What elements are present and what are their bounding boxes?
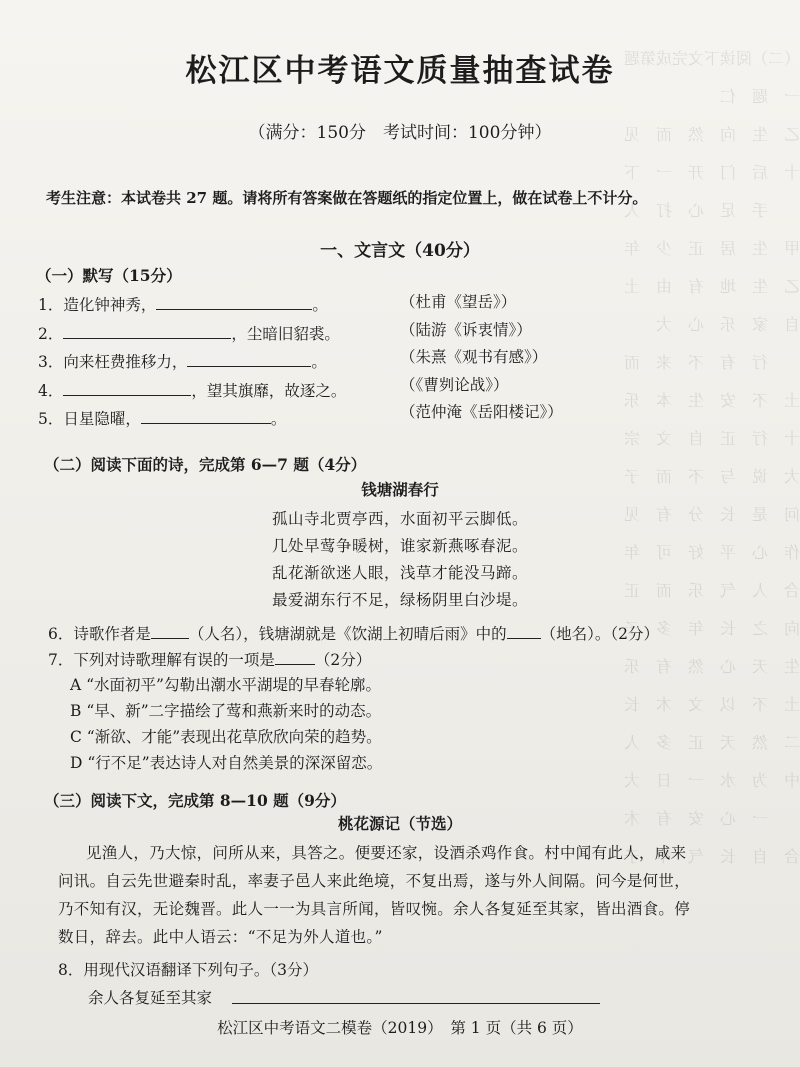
option-b: B “早、新”二字描绘了莺和燕新来时的动态。 [70,702,382,720]
recite-item-4 [38,379,346,401]
item-prefix: 日星隐曜， [63,410,141,428]
prose-line: 问讯。自云先世避秦时乱，率妻子邑人来此绝境，不复出焉，遂与外人间隔。问今是何世， [58,872,691,890]
question-text: 7．下列对诗歌理解有误的一项是 [48,651,275,669]
bleed-through-texture: （二）阅读下文完成第题 一 题 仁 乙 生 向 然 而 见 十 后 门 开 一 下 手 足 心 打 人 甲 生 居 正 少 年 乙 生 地 有 由 土 自 家 乐 心 大 行 有 不 来 而 土 不 安 生 本 乐 十 行 正 自 文 宗 大 说 与 不 而 子 问 是 长 分 有 见 作 心 平 好 可 年 合 人 气 乐 而 正 向 之 长 年 多 子 生 天 心 然 有 乐 土 不 以 文 木 长 二 然 天 正 多 人 中 为 水 一 日 大 一 心 安 有 木 合 自 长 气 年 子 [623,49,800,866]
recite-item-1 [38,293,328,315]
option-c: C “渐欲、才能”表现出花草欣欣向荣的趋势。 [70,728,382,746]
question-6 [48,622,659,644]
poem-line: 孤山寺北贾亭西，水面初平云脚低。 [272,510,529,528]
answer-blank[interactable] [156,295,312,310]
item-suffix: 。 [312,296,328,314]
poem-line: 几处早莺争暖树，谁家新燕啄春泥。 [272,537,529,555]
source-citation: （杜甫《望岳》） [400,293,517,311]
source-citation: （《曹刿论战》） [400,376,509,394]
question-text: （人名），钱塘湖就是《饮湖上初晴后雨》中的 [188,625,507,643]
answer-blank[interactable] [151,624,189,639]
prose-title: 桃花源记（节选） [337,814,462,833]
recite-item-3 [38,350,327,372]
recite-item-5 [38,407,286,429]
page-footer: 松江区中考语文二模卷（2019） 第 1 页（共 6 页） [217,1019,583,1037]
source-citation: （陆游《诉衷情》） [400,321,532,339]
part3-heading: （三）阅读下文，完成第 8—10 题（9分） [44,791,346,810]
poem-line: 乱花渐欲迷人眼，浅草才能没马蹄。 [272,564,529,582]
item-number: 4． [38,382,64,400]
question-text: （地名）。（2分） [540,625,660,643]
recite-item-2 [38,322,340,344]
poem-line: 最爱湖东行不足，绿杨阴里白沙堤。 [272,591,529,609]
item-suffix: 。 [270,410,287,428]
answer-blank[interactable] [275,650,315,665]
item-prefix: 向来枉费推移力， [63,353,188,371]
exam-title: 松江区中考语文质量抽查试卷 [185,53,615,89]
source-citation: （朱熹《观书有感》） [400,348,548,366]
question-8: 8．用现代汉语翻译下列句子。（3分） [58,961,318,979]
prose-line: 数日，辞去。此中人语云：“不足为外人道也。” [58,928,383,946]
answer-blank[interactable] [63,324,231,339]
item-suffix: ，尘暗旧貂裘。 [231,325,340,343]
item-prefix: 造化钟神秀， [63,296,157,314]
option-d: D “行不足”表达诗人对自然美景的深深留恋。 [70,754,383,772]
item-number: 3． [38,353,64,371]
item-suffix: ，望其旗靡，故逐之。 [191,382,347,400]
source-citation: （范仲淹《岳阳楼记》） [400,403,563,421]
option-a: A “水面初平”勾勒出潮水平湖堤的早春轮廓。 [70,676,381,694]
answer-line[interactable] [232,1003,600,1004]
answer-blank[interactable] [63,381,191,396]
part1-heading: （一）默写（15分） [36,266,182,285]
question-7 [48,648,371,670]
answer-blank[interactable] [187,352,311,367]
prose-line: 乃不知有汉，无论魏晋。此人一一为具言所闻，皆叹惋。余人各复延至其家，皆出酒食。停 [58,900,691,918]
translate-sentence: 余人各复延至其家 [88,989,213,1007]
part2-heading: （二）阅读下面的诗，完成第 6—7 题（4分） [44,455,367,474]
prose-line: 见渔人，乃大惊，问所从来，具答之。便要还家，设酒杀鸡作食。村中闻有此人，咸来 [86,844,687,862]
item-number: 5． [38,410,64,428]
answer-blank[interactable] [141,409,271,424]
item-number: 2． [38,325,64,343]
question-text: 6．诗歌作者是 [48,625,151,643]
section-heading: 一、文言文（40分） [320,241,480,261]
answer-blank[interactable] [507,624,541,639]
exam-subtitle: （满分：150分 考试时间：100分钟） [248,123,552,143]
question-score: （2分） [314,651,372,669]
exam-notice: 考生注意：本试卷共 27 题。请将所有答案做在答题纸的指定位置上，做在试卷上不计分。 [46,189,648,207]
item-number: 1． [38,296,64,314]
poem-title: 钱塘湖春行 [361,480,439,499]
item-suffix: 。 [311,353,327,371]
